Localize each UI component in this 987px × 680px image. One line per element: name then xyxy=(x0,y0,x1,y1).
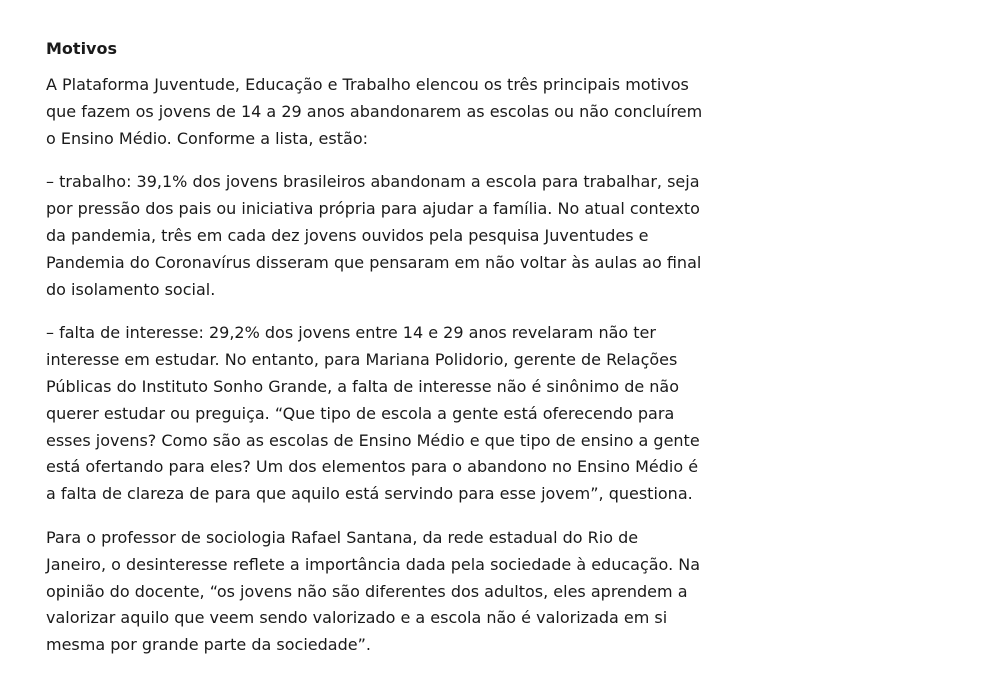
paragraph-line: Pandemia do Coronavírus disseram que pensaram em não voltar às aulas ao final xyxy=(46,252,702,272)
paragraph-line: do isolamento social. xyxy=(46,279,216,299)
paragraph-line: Janeiro, o desinteresse reflete a importância dada pela sociedade à educação. Na xyxy=(46,554,701,574)
paragraph-line: que fazem os jovens de 14 a 29 anos abandonarem as escolas ou não concluírem xyxy=(46,101,703,121)
paragraph-line: interesse em estudar. No entanto, para Mariana Polidorio, gerente de Relações xyxy=(46,350,678,370)
paragraph-line: querer estudar ou preguiça. “Que tipo de escola a gente está oferecendo para xyxy=(46,403,675,423)
paragraph-line: Públicas do Instituto Sonho Grande, a falta de interesse não é sinônimo de não xyxy=(46,376,680,396)
paragraph-line: da pandemia, três em cada dez jovens ouvidos pela pesquisa Juventudes e xyxy=(46,225,649,245)
paragraph-falta-de-interesse xyxy=(46,320,791,508)
paragraph-line: está ofertando para eles? Um dos elementos para o abandono no Ensino Médio é xyxy=(46,457,699,477)
paragraph-line: opinião do docente, “os jovens não são diferentes dos adultos, eles aprendem a xyxy=(46,581,688,601)
paragraph-line: por pressão dos pais ou iniciativa própria para ajudar a família. No atual contexto xyxy=(46,199,700,219)
paragraph-line: esses jovens? Como são as escolas de Ensino Médio e que tipo de ensino a gente xyxy=(46,430,700,450)
paragraph-line: o Ensino Médio. Conforme a lista, estão: xyxy=(46,128,368,148)
paragraph-line: – trabalho: 39,1% dos jovens brasileiros abandonam a escola para trabalhar, seja xyxy=(46,172,700,192)
paragraph-line: mesma por grande parte da sociedade”. xyxy=(46,635,371,655)
section-heading: Motivos xyxy=(46,39,117,58)
article-body xyxy=(46,36,791,676)
paragraph-intro xyxy=(46,72,791,152)
paragraph-line: valorizar aquilo que veem sendo valorizado e a escola não é valorizada em si xyxy=(46,608,668,628)
paragraph-line: – falta de interesse: 29,2% dos jovens entre 14 e 29 anos revelaram não ter xyxy=(46,323,656,343)
paragraph-professor xyxy=(46,525,791,659)
paragraph-line: Para o professor de sociologia Rafael Santana, da rede estadual do Rio de xyxy=(46,527,639,547)
paragraph-line: A Plataforma Juventude, Educação e Trabalho elencou os três principais motivos xyxy=(46,75,689,94)
paragraph-line: a falta de clareza de para que aquilo está servindo para esse jovem”, questiona. xyxy=(46,484,693,504)
paragraph-trabalho xyxy=(46,169,791,303)
